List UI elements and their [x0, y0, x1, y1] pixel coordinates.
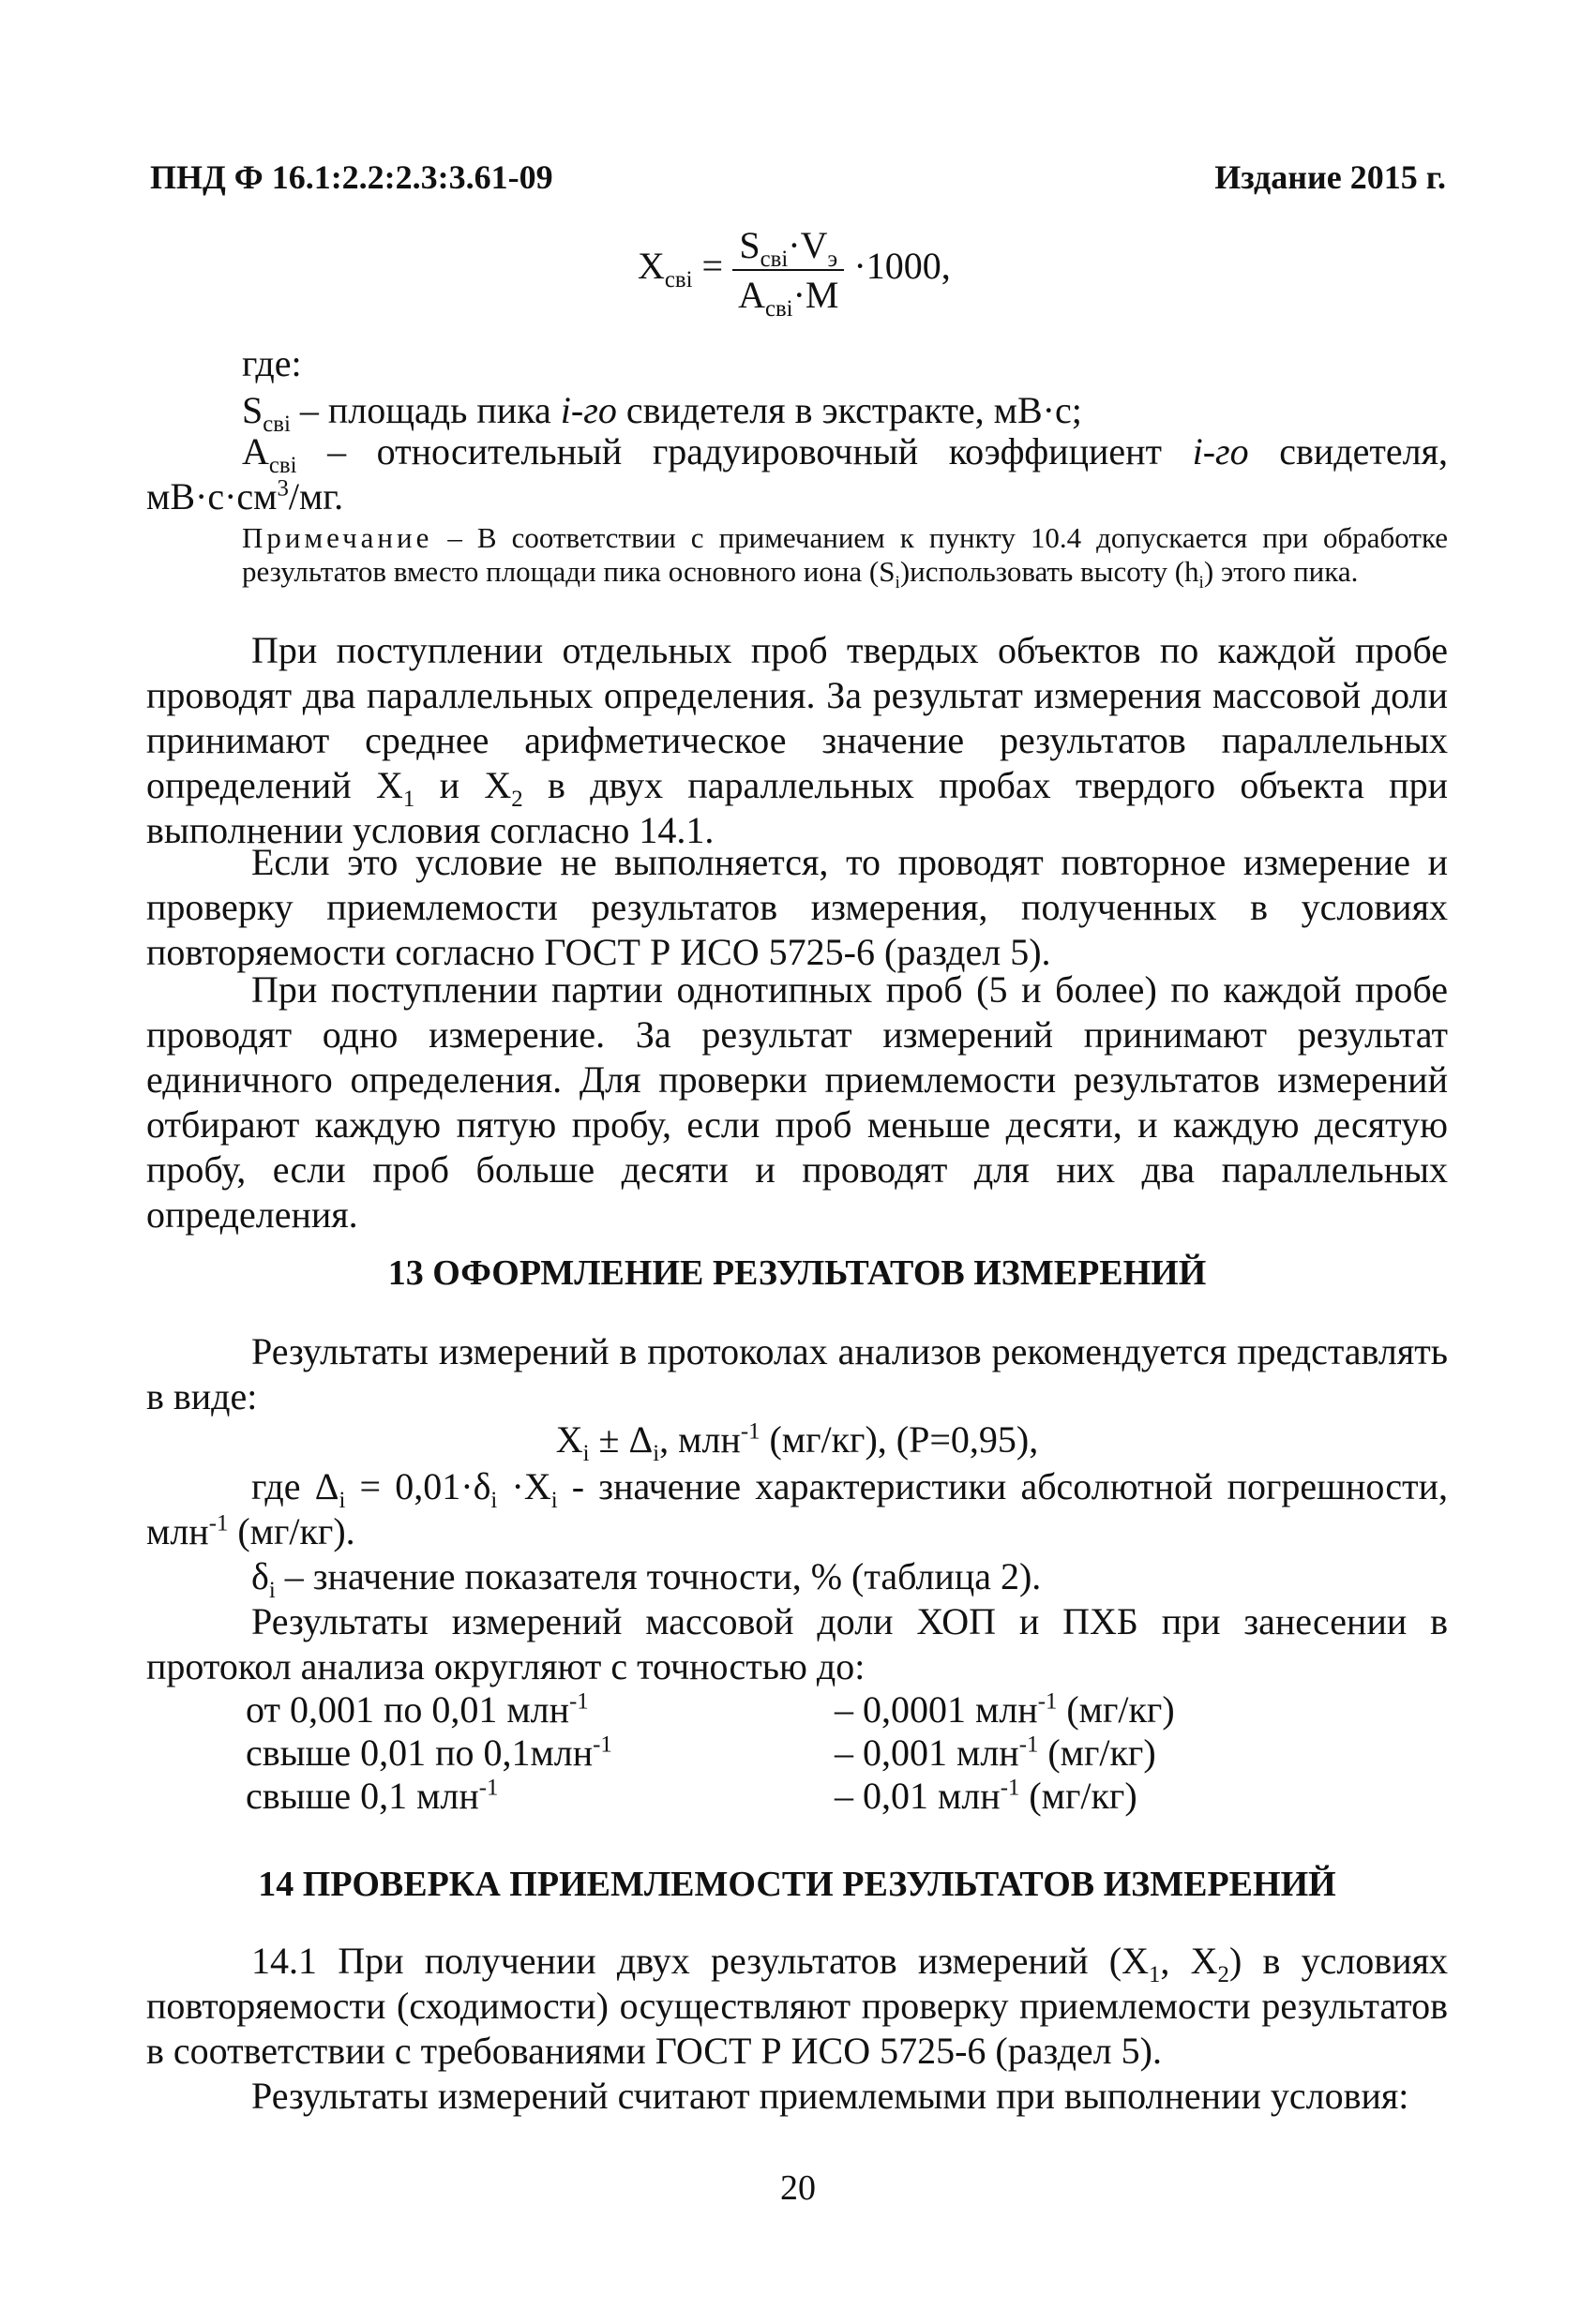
acceptance-condition-intro: Результаты измерений считают приемлемыми при выполнении условия: [251, 2075, 1409, 2117]
edition-label: Издание 2015 г. [1214, 158, 1446, 196]
rounding-value: – 0,0001 млн$^{-1}$ (мг/кг) [835, 1688, 1175, 1731]
formula-fraction [732, 223, 844, 322]
formula-witness-mass-fraction: $X_{свi}$ = $\frac{S_{свi}\cdot V_э}{A_{свi}\cdot M}$ ·1000, [638, 224, 951, 322]
page-number: 20 [780, 2168, 816, 2208]
formula-lhs: $X_{свi}$ [638, 245, 693, 293]
delta-definition: где $\Delta_i = 0,01\cdot\delta_i \cdot X_i$ - значение характеристики абсолютной погрешности, млн$^{-1}$ (мг/кг). [146, 1465, 1448, 1552]
rounding-range: от 0,001 по 0,01 млн$^{-1}$ [246, 1688, 589, 1731]
paragraph-parallel-determinations: При поступлении отдельных проб твердых объектов по каждой пробе проводят два параллельных определения. За результат измерения массовой доли принимают среднее арифметическое значение результатов параллельных определений $X_1$ и $X_2$ в двух параллельных пробах твердого объекта при выполнении условия согласно 14.1. [146, 629, 1448, 851]
document-code: ПНД Ф 16.1:2.2:2.3:3.61-09 [150, 158, 553, 196]
note-label: Примечание [242, 521, 433, 554]
rounding-intro: Результаты измерений массовой доли ХОП и ПХБ при занесении в протокол анализа округляют с точностью до: [146, 1600, 1448, 1687]
paragraph-14-1: 14.1 При получении двух результатов измерений ($X_1$, $X_2$) в условиях повторяемости (сходимости) осуществляют проверку приемлемости результатов в соответствии с требованиями ГОСТ Р ИСО 5725-6 (раздел 5). [146, 1940, 1449, 2072]
formula-numerator: $S_{свi}\cdot V_э$ [732, 223, 844, 271]
section-14-heading: 14 ПРОВЕРКА ПРИЕМЛЕМОСТИ РЕЗУЛЬТАТОВ ИЗМЕРЕНИЙ [258, 1865, 1336, 1904]
paragraph-batch-samples: При поступлении партии однотипных проб (5 и более) по каждой пробе проводят одно измерение. За результат измерений принимают результат единичного определения. Для проверки приемлемости результатов измерений отбирают каждую пятую пробу, если проб меньше десяти, и каждую десятую пробу, если проб больше десяти и проводят для них два параллельных определения. [146, 968, 1448, 1236]
formula-multiplier: ·1000, [853, 245, 951, 288]
result-expression: $X_i \pm \Delta_i$, млн$^{-1}$ (мг/кг), (Р=0,95), [555, 1418, 1039, 1466]
section-13-heading: 13 ОФОРМЛЕНИЕ РЕЗУЛЬТАТОВ ИЗМЕРЕНИЙ [387, 1253, 1207, 1293]
paragraph-repeat-measurement: Если это условие не выполняется, то проводят повторное измерение и проверку приемлемости результатов измерения, полученных в условиях повторяемости согласно ГОСТ Р ИСО 5725-6 (раздел 5). [146, 841, 1448, 973]
definition-a: $A_{свi}$ – относительный градуировочный коэффициент i-го свидетеля, $мВ\cdot с\cdot см^3/мг$. [146, 430, 1448, 517]
note-block: Примечание – В соответствии с примечанием к пункту 10.4 допускается при обработке результатов вместо площади пика основного иона $(S_i)использовать$ высоту $(h_i)$ этого пика. [242, 521, 1448, 593]
where-label: где: [242, 342, 302, 384]
delta-i-definition: $\delta_i$ – значение показателя точности, % (таблица 2). [251, 1555, 1042, 1603]
rounding-value: – 0,01 млн$^{-1}$ (мг/кг) [835, 1775, 1137, 1817]
formula-denominator: $A_{свi}\cdot M$ [738, 274, 839, 322]
rounding-value: – 0,001 млн$^{-1}$ (мг/кг) [835, 1732, 1156, 1774]
rounding-range: свыше 0,1 млн$^{-1}$ [246, 1775, 499, 1817]
rounding-range: свыше 0,01 по 0,1млн$^{-1}$ [246, 1732, 612, 1774]
section-13-intro: Результаты измерений в протоколах анализов рекомендуется представлять в виде: [146, 1330, 1448, 1417]
definition-s: $S_{свi}$ – площадь пика i-го свидетеля в экстракте, мВ·с; [242, 389, 1082, 437]
